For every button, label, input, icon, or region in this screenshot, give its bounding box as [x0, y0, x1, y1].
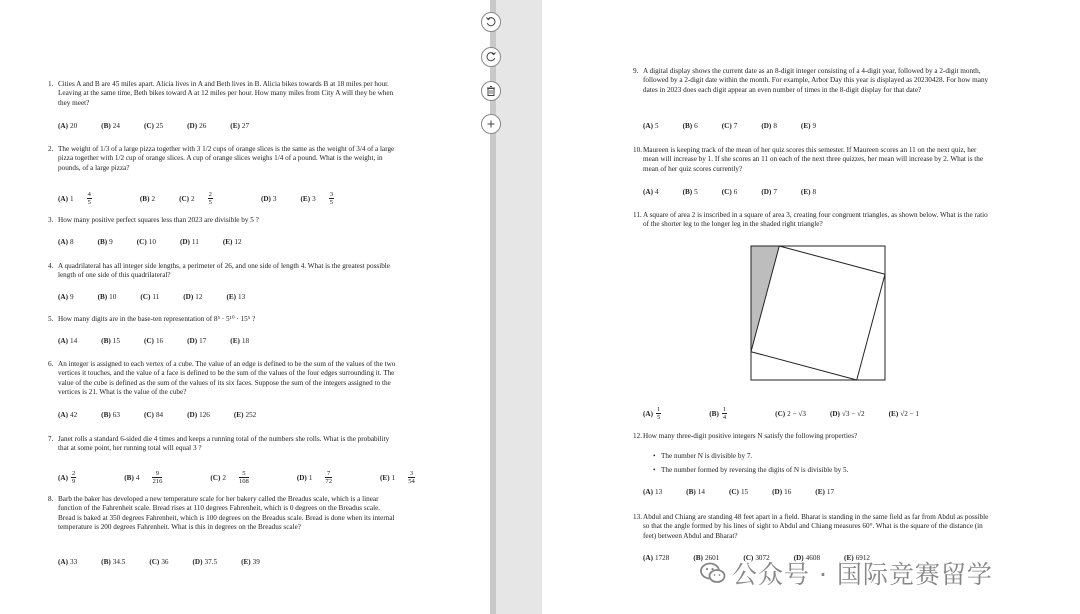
left-question-2 [48, 145, 398, 173]
answer-choice[interactable]: (C) 3072 [743, 554, 770, 562]
rotate-right-icon [485, 51, 497, 63]
question-number: 5. [48, 315, 54, 323]
answer-choice[interactable]: (B) 24 [101, 122, 120, 130]
answer-choice[interactable]: (C) 84 [143, 411, 164, 419]
trash-icon [485, 85, 497, 97]
answer-choice[interactable]: (A) 13 [643, 488, 663, 496]
answer-choice[interactable]: (D) 126 [187, 411, 210, 419]
question-text: How many three-digit positive integers N satisfy the following properties? [643, 432, 858, 440]
answer-choice[interactable]: (E) 13 [226, 293, 246, 301]
left-question-1 [48, 80, 398, 108]
inscribed-squares-figure [748, 243, 888, 383]
answer-choice[interactable]: (B) 2 [139, 194, 156, 203]
answer-choice[interactable]: (D) 11 [179, 238, 199, 246]
question-text: A square of area 2 is inscribed in a square of area 3, creating four congruent triangles, as shown below. What is the ratio of the shorter leg to the longer leg in the shaded right triangle? [643, 211, 988, 229]
question-number: 12. [633, 432, 642, 440]
answer-choice[interactable]: (B) 4 $\frac{9}{216}$ [124, 470, 163, 486]
question-number: 13. [633, 513, 642, 521]
answer-choice[interactable]: (A) 20 [58, 122, 78, 130]
question-text: Abdul and Chiang are standing 48 feet apart in a field. Bharat is standing in the same field as far from Abdul as possible so that the angle formed by his lines of sight to Abdul and Chiang measures 60°. What is the square of the distance (in feet) between Abdul and Bharat? [643, 513, 989, 540]
answer-choice[interactable]: (A) 42 [58, 411, 78, 419]
rotate-right-button[interactable] [481, 47, 501, 67]
question-text: Janet rolls a standard 6-sided die 4 times and keeps a running total of the numbers she rolls. What is the probability that at some point, her running total will equal 3 ? [58, 435, 390, 453]
answer-choice[interactable]: (A) 14 [58, 337, 78, 345]
answer-choice[interactable]: (B) 2601 [693, 554, 720, 562]
answer-choice[interactable]: (D) 8 [761, 122, 777, 130]
answer-choice[interactable]: (E) 9 [800, 122, 817, 130]
answer-choice[interactable]: (B) 10 [97, 293, 117, 301]
answer-choice[interactable]: (A) $\frac{1}{5}$ [643, 406, 661, 422]
answer-choice[interactable]: (C) 6 [721, 188, 738, 196]
answer-choices [58, 337, 273, 345]
answer-choices [643, 488, 858, 496]
answer-choices [58, 411, 280, 419]
delete-button[interactable] [481, 81, 501, 101]
right-question-5 [633, 513, 991, 541]
answer-choice[interactable]: (B) 34.5 [101, 558, 126, 566]
answer-choice[interactable]: (E) 27 [230, 122, 250, 130]
answer-choice[interactable]: (E) 3 $\frac{3}{5}$ [300, 191, 333, 207]
question-number: 8. [48, 495, 54, 503]
answer-choice[interactable]: (D) 17 [187, 337, 207, 345]
answer-choice[interactable]: (D) √3 − √2 [829, 409, 865, 418]
document-page-left [0, 0, 490, 614]
answer-choice[interactable]: (D) 1 $\frac{7}{72}$ [296, 470, 332, 486]
question-number: 1. [48, 80, 54, 88]
document-page-right [542, 0, 1080, 614]
question-number: 4. [48, 262, 54, 270]
answer-choice[interactable]: (A) 1728 [643, 554, 670, 562]
question-text: A quadrilateral has all integer side lengths, a perimeter of 26, and one side of length 4. What is the greatest possible length of one side of this quadrilateral? [58, 262, 390, 280]
answer-choice[interactable]: (C) 2 $\frac{5}{108}$ [210, 470, 249, 486]
question-text: Barb the baker has developed a new temperature scale for her bakery called the Breadus scale, which is a linear function of the Fahrenheit scale. Bread rises at 110 degrees Fahrenheit, which is 0 degrees on the Breadus scale. Bread is baked at 350 degrees Fahrenheit, which is 100 degrees on the Breadus scale. Bread is done when its internal temperature is 200 degrees Fahrenheit. What is this in degrees on the Breadus scale? [58, 495, 395, 532]
answer-choice[interactable]: (B) 15 [101, 337, 120, 345]
answer-choice[interactable]: (C) 7 [721, 122, 738, 130]
answer-choice[interactable]: (E) 18 [230, 337, 250, 345]
answer-choice[interactable]: (A) 8 [58, 238, 74, 246]
answer-choice[interactable]: (D) 7 [761, 188, 777, 196]
answer-choice[interactable]: (B) 5 [682, 188, 698, 196]
question-number: 2. [48, 145, 54, 153]
answer-choice[interactable]: (C) 25 [143, 122, 164, 130]
answer-choice[interactable]: (A) 1 $\frac{4}{5}$ [58, 191, 91, 207]
question-text: An integer is assigned to each vertex of a cube. The value of an edge is defined to be the sum of the values of the two vertices it touches, and the value of a face is defined to be the sum of the values of the four edges surrounding it. The value of the cube is defined as the sum of the values of its six faces. Suppose the sum of the integers assigned to the vertices is 21. What is the value of the cube? [58, 360, 396, 397]
answer-choice[interactable]: (E) 39 [241, 558, 260, 566]
answer-choice[interactable]: (D) 37.5 [192, 558, 218, 566]
right-question-3 [633, 211, 991, 230]
answer-choices [643, 406, 943, 422]
watermark-text: 公众号 · 国际竞赛留学 [732, 560, 993, 589]
answer-choice[interactable]: (B) 9 [97, 238, 113, 246]
answer-choice[interactable]: (C) 15 [728, 488, 749, 496]
add-button[interactable] [481, 114, 501, 134]
left-question-8 [48, 495, 398, 533]
wechat-icon [700, 562, 726, 584]
left-question-6 [48, 360, 398, 398]
right-question-4 [633, 432, 991, 441]
answer-choices [643, 188, 840, 196]
answer-choices [58, 470, 463, 486]
answer-choice[interactable]: (A) $\frac{2}{9}$ [58, 470, 76, 486]
answer-choices [58, 238, 266, 246]
right-question-1 [633, 67, 991, 95]
question-text: How many positive perfect squares less than 2023 are divisible by 5 ? [58, 216, 259, 224]
answer-choice[interactable]: (E) 6912 [844, 554, 871, 562]
answer-choices [58, 122, 273, 130]
answer-choice[interactable]: (D) 4608 [793, 554, 821, 562]
question-number: 6. [48, 360, 54, 368]
answer-choice[interactable]: (E) 8 [800, 188, 817, 196]
answer-choice[interactable]: (E) 17 [815, 488, 835, 496]
answer-choice[interactable]: (E) 252 [233, 411, 257, 419]
question-number: 7. [48, 435, 54, 443]
answer-choice[interactable]: (E) 1 $\frac{3}{54}$ [380, 470, 415, 486]
answer-choice[interactable]: (A) 9 [58, 293, 74, 301]
bullet-item: • The number formed by reversing the digits of N is divisible by 5. [661, 466, 848, 474]
question-text: Cities A and B are 45 miles apart. Alicia lives in A and Beth lives in B. Alicia bikes towards B at 18 miles per hour. Leaving at the same time, Beth bikes toward A at 12 miles per hour. How many miles from City A will they be when they meet? [58, 80, 394, 107]
left-question-3 [48, 216, 398, 225]
answer-choice[interactable]: (C) 36 [149, 558, 169, 566]
question-text: How many digits are in the base-ten representation of 8⁵ · 5¹⁰ · 15⁵ ? [58, 315, 256, 323]
answer-choice[interactable]: (A) 4 [643, 188, 659, 196]
rotate-left-button[interactable] [481, 12, 501, 32]
answer-choice[interactable]: (E) 12 [222, 238, 242, 246]
answer-choice[interactable]: (C) 16 [143, 337, 164, 345]
question-text: Maureen is keeping track of the mean of her quiz scores this semester. If Maureen scores an 11 on the next quiz, her mean will increase by 1. If she scores an 11 on each of the next three quizzes, her mean will increase by 2. What is the mean of her quiz scores currently? [643, 146, 984, 173]
answer-choice[interactable]: (C) 11 [140, 293, 160, 301]
answer-choice[interactable]: (D) 26 [187, 122, 207, 130]
answer-choices [58, 293, 269, 301]
question-text: The weight of 1/3 of a large pizza together with 3 1/2 cups of orange slices is the same as the weight of 3/4 of a large pizza together with 1/2 cup of orange slices. A cup of orange slices weighs 1/4 of a pound. What is the weight, in pounds, of a large pizza? [58, 145, 395, 172]
answer-choices [58, 558, 284, 566]
answer-choice[interactable]: (C) 2 − √3 [775, 409, 806, 418]
answer-choice[interactable]: (A) 33 [58, 558, 78, 566]
answer-choice[interactable]: (D) 12 [183, 293, 203, 301]
answer-choice[interactable]: (B) 63 [101, 411, 120, 419]
answer-choices [643, 122, 840, 130]
left-question-7 [48, 435, 398, 454]
answer-choice[interactable]: (A) 5 [643, 122, 659, 130]
answer-choice[interactable]: (C) 2 $\frac{2}{5}$ [179, 191, 212, 207]
answer-choice[interactable]: (E) √2 − 1 [888, 409, 920, 418]
answer-choice[interactable]: (D) 16 [772, 488, 792, 496]
left-question-4 [48, 262, 398, 281]
answer-choice[interactable]: (D) 3 [260, 194, 277, 203]
answer-choice[interactable]: (B) 6 [682, 122, 698, 130]
answer-choice[interactable]: (B) 14 [686, 488, 705, 496]
question-number: 9. [633, 67, 639, 75]
question-number: 3. [48, 216, 54, 224]
question-number: 11. [633, 211, 642, 219]
answer-choices [58, 191, 382, 207]
left-question-5 [48, 315, 398, 324]
question-number: 10. [633, 146, 642, 154]
watermark [700, 553, 993, 593]
plus-icon [485, 118, 497, 130]
bullet-item: • The number N is divisible by 7. [661, 452, 752, 460]
rotate-left-icon [485, 16, 497, 28]
question-text: A digital display shows the current date as an 8-digit integer consisting of a 4-digit year, followed by a 2-digit month, followed by a 2-digit date within the month. For example, Arbor Day this year is displayed as 20230428. For how many dates in 2023 does each digit appear an even number of times in the 8-digit display for that date? [643, 67, 989, 94]
right-question-2 [633, 146, 991, 174]
answer-choice[interactable]: (B) $\frac{1}{4}$ [709, 406, 727, 422]
answer-choice[interactable]: (C) 10 [136, 238, 156, 246]
